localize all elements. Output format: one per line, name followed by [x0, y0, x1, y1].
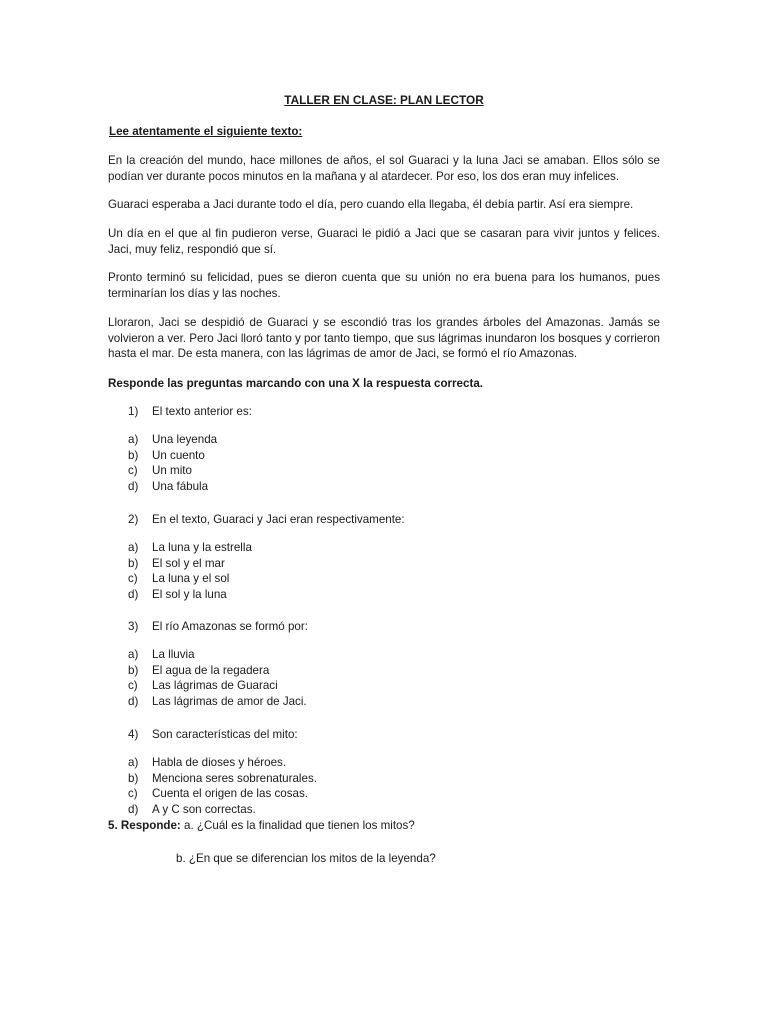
- option-letter: a): [128, 756, 139, 769]
- option-text: El agua de la regadera: [152, 663, 270, 677]
- option-letter: a): [128, 648, 139, 661]
- question-4-options: [128, 755, 317, 817]
- question-5b-text: b. ¿En que se diferencian los mitos de la leyenda?: [176, 852, 436, 865]
- question-text: Son características del mito:: [152, 728, 298, 741]
- option-item[interactable]: [128, 771, 317, 787]
- story-paragraph: Lloraron, Jaci se despidió de Guaraci y se escondió tras los grandes árboles del Amazonas. Jamás se volvieron a ver. Pero Jaci lloró tanto y por tanto tiempo, que sus lágrimas inundaron los bosques y corrieron hasta el mar. De esta manera, con las lágrimas de amor de Jaci, se formó el río Amazonas.: [108, 316, 660, 361]
- option-letter: d): [128, 694, 139, 708]
- option-text: A y C son correctas.: [152, 802, 256, 816]
- option-letter: b): [128, 448, 139, 462]
- option-text: Habla de dioses y héroes.: [152, 756, 287, 769]
- question-2: [128, 512, 405, 528]
- question-number: 3): [128, 620, 139, 633]
- question-text: El texto anterior es:: [152, 405, 252, 418]
- story-paragraph: Pronto terminó su felicidad, pues se dieron cuenta que su unión no era buena para los humanos, pues terminarían los días y las noches.: [108, 271, 660, 300]
- question-number: 2): [128, 513, 139, 526]
- option-item[interactable]: [128, 571, 252, 587]
- option-item[interactable]: [128, 678, 307, 694]
- option-item[interactable]: [128, 540, 252, 556]
- question-5a-text: a. ¿Cuál es la finalidad que tienen los mitos?: [184, 819, 415, 832]
- story-paragraph: Guaraci esperaba a Jaci durante todo el día, pero cuando ella llegaba, él debía partir. Así era siempre.: [108, 198, 634, 211]
- story-paragraph: Un día en el que al fin pudieron verse, Guaraci le pidió a Jaci que se casaran para vivir juntos y felices. Jaci, muy feliz, respondió que sí.: [108, 227, 660, 256]
- option-text: Las lágrimas de amor de Jaci.: [152, 694, 307, 708]
- option-text: La luna y la estrella: [152, 541, 252, 554]
- option-item[interactable]: [128, 463, 217, 479]
- option-letter: c): [128, 787, 138, 801]
- option-item[interactable]: [128, 663, 307, 679]
- option-letter: b): [128, 556, 139, 570]
- question-text: El río Amazonas se formó por:: [152, 620, 308, 633]
- option-text: Una leyenda: [152, 433, 218, 446]
- option-text: El sol y el mar: [152, 556, 225, 570]
- question-4: [128, 727, 298, 743]
- option-item[interactable]: [128, 479, 217, 495]
- question-5: [108, 818, 415, 834]
- option-text: Un cuento: [152, 448, 205, 462]
- option-item[interactable]: [128, 556, 252, 572]
- option-letter: a): [128, 541, 139, 554]
- option-letter: c): [128, 572, 138, 586]
- question-text: En el texto, Guaraci y Jaci eran respectivamente:: [152, 513, 405, 526]
- option-letter: d): [128, 479, 139, 493]
- question-number: 4): [128, 728, 139, 741]
- question-3: [128, 619, 308, 635]
- option-text: La luna y el sol: [152, 572, 230, 586]
- option-letter: a): [128, 433, 139, 446]
- question-1: [128, 404, 252, 420]
- option-text: Menciona seres sobrenaturales.: [152, 771, 317, 785]
- question-1-options: [128, 432, 217, 494]
- option-item[interactable]: [128, 448, 217, 464]
- story-paragraph: En la creación del mundo, hace millones de años, el sol Guaraci y la luna Jaci se amaban. Ellos sólo se podían ver durante pocos minutos en la mañana y al atardecer. Por eso, los dos eran muy infelices.: [108, 154, 660, 183]
- option-item[interactable]: [128, 802, 317, 818]
- option-item[interactable]: [128, 432, 217, 448]
- option-item[interactable]: [128, 786, 317, 802]
- option-item[interactable]: [128, 647, 307, 663]
- reading-instruction: Lee atentamente el siguiente texto:: [109, 125, 303, 138]
- option-item[interactable]: [128, 755, 317, 771]
- questions-instruction: Responde las preguntas marcando con una X la respuesta correcta.: [108, 377, 483, 390]
- option-text: Cuenta el origen de las cosas.: [152, 787, 308, 801]
- option-item[interactable]: [128, 694, 307, 710]
- option-text: Las lágrimas de Guaraci: [152, 679, 278, 693]
- option-text: La lluvia: [152, 648, 195, 661]
- option-letter: c): [128, 464, 138, 478]
- option-letter: d): [128, 587, 139, 601]
- question-3-options: [128, 647, 307, 709]
- option-letter: b): [128, 771, 139, 785]
- option-text: El sol y la luna: [152, 587, 227, 601]
- option-text: Un mito: [152, 464, 192, 478]
- page-title: TALLER EN CLASE: PLAN LECTOR: [284, 93, 484, 107]
- question-2-options: [128, 540, 252, 602]
- question-5-label: 5. Responde:: [108, 819, 181, 832]
- option-text: Una fábula: [152, 479, 209, 493]
- option-item[interactable]: [128, 587, 252, 603]
- question-number: 1): [128, 405, 139, 418]
- option-letter: d): [128, 802, 139, 816]
- option-letter: b): [128, 663, 139, 677]
- option-letter: c): [128, 679, 138, 693]
